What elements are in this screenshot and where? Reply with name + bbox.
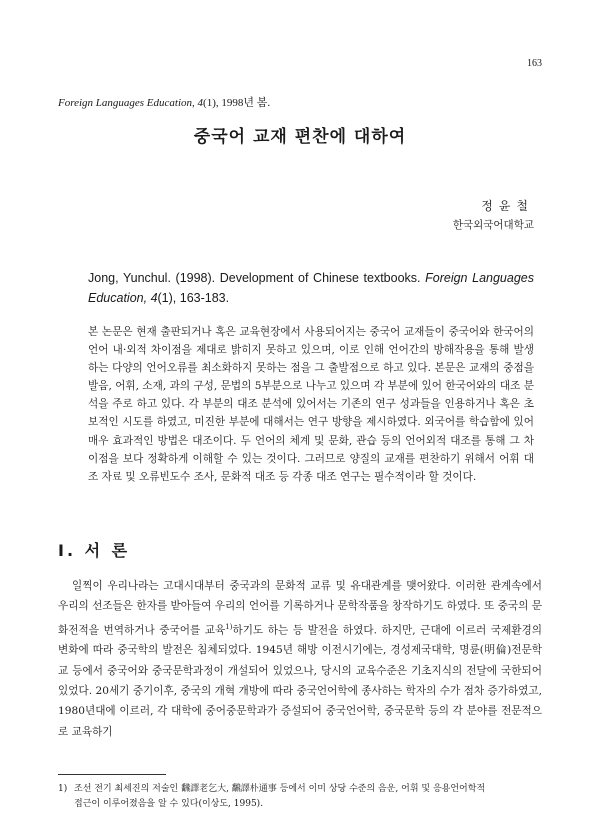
body-text-part1: 일찍이 우리나라는 고대시대부터 중국과의 문화적 교류 및 유대관계를 맺어왔다. 이러한 관계속에서 우리의 선조들은 한자를 받아들여 우리의 언어를 기록하거나 문학작품을 창작하기도 하였다. 또 중국의 문화전적을 번역하거나 중국어를 교육: [58, 580, 542, 637]
citation-text: Jong, Yunchul. (1998). Development of Chinese textbooks.: [88, 271, 421, 285]
footnote-divider: [58, 774, 166, 775]
author-affiliation: 한국외국어대학교: [452, 219, 534, 231]
citation-volume: 4: [150, 291, 158, 305]
journal-reference: [58, 94, 270, 110]
page-number: 163: [527, 58, 542, 69]
citation-journal: Foreign Languages Education,: [88, 271, 534, 305]
footnote: [58, 782, 542, 812]
citation-pages: (1), 163-183.: [157, 291, 230, 305]
abstract: 본 논문은 현재 출판되거나 혹은 교육현장에서 사용되어지는 중국어 교재들이 중국어와 한국어의 언어 내·외적 차이점을 제대로 밝히지 못하고 있으며, 이로 인해 언어간의 방해작용을 통해 발생하는 다양의 언어오류를 최소화하지 못하는 점을 그 출발점으로 하고 있다. 본문은 교재의 중점을 발음, 어휘, 소재, 과의 구성, 문법의 5부분으로 나누고 있으며 각 부분에 있어 한국어와의 대조 분석을 주로 하고 있다. 각 부분의 대조 분석에 있어서는 기존의 연구 성과들을 인용하거나 혹은 초보적인 시도를 하였고, 미진한 부분에 대해서는 연구 방향을 제시하였다. 외국어를 학습함에 있어 매우 효과적인 방법은 대조이다. 두 언어의 체계 및 문화, 관습 등의 언어외적 대조를 통해 그 차이점을 보다 정확하게 이해할 수 있는 것이다. 그러므로 양질의 교재를 편찬하기 위해서 어휘 대조 자료 및 오류빈도수 조사, 문화적 대조 등 각종 대조 연구는 필수적이라 할 것이다.: [88, 326, 534, 483]
section-heading: I. 서 론: [58, 541, 131, 560]
body-text-part2: 하기도 하는 등 발전을 하였다. 하지만, 근대에 이르러 국제환경의 변화에 따라 중국학의 발전은 침체되었다. 1945년 해방 이전시기에는, 경성제국대학, 명륜(明倫)전문학교 등에서 중국어와 중국문학과정이 개설되어 있었으나, 당시의 교육수준은 기초지식의 전달에 국한되어 있었다. 20세기 중기이후, 중국의 개혁 개방에 따라 중국언어학에 종사하는 학자의 수가 점차 증가하였고, 1980년대에 이르러, 각 대학에 중어중문학과가 증설되어 중국언어학, 중국문학 등의 각 분야를 전문적으로 교육하기: [58, 624, 542, 738]
footnote-reference[interactable]: 1): [225, 622, 233, 631]
journal-name: Foreign Languages Education,: [58, 97, 195, 109]
journal-issue-year: (1), 1998년 봄.: [203, 97, 271, 109]
footnote-first-line: [58, 782, 542, 797]
footnote-line2: 접근이 이루어졌음을 알 수 있다(이상도, 1995).: [74, 799, 264, 809]
english-citation: [88, 268, 534, 308]
author-name: 정윤철: [481, 199, 534, 213]
paper-title: 중국어 교재 편찬에 대하여: [193, 127, 407, 147]
footnote-line1: 조선 전기 최세진의 저술인 飜譯老乞大, 飜譯朴通事 등에서 이미 상당 수준의 음운, 어휘 및 응용언어학적: [74, 784, 486, 794]
journal-volume: 4: [197, 97, 204, 109]
footnote-number: 1): [58, 784, 68, 794]
body-paragraph: [58, 576, 542, 742]
